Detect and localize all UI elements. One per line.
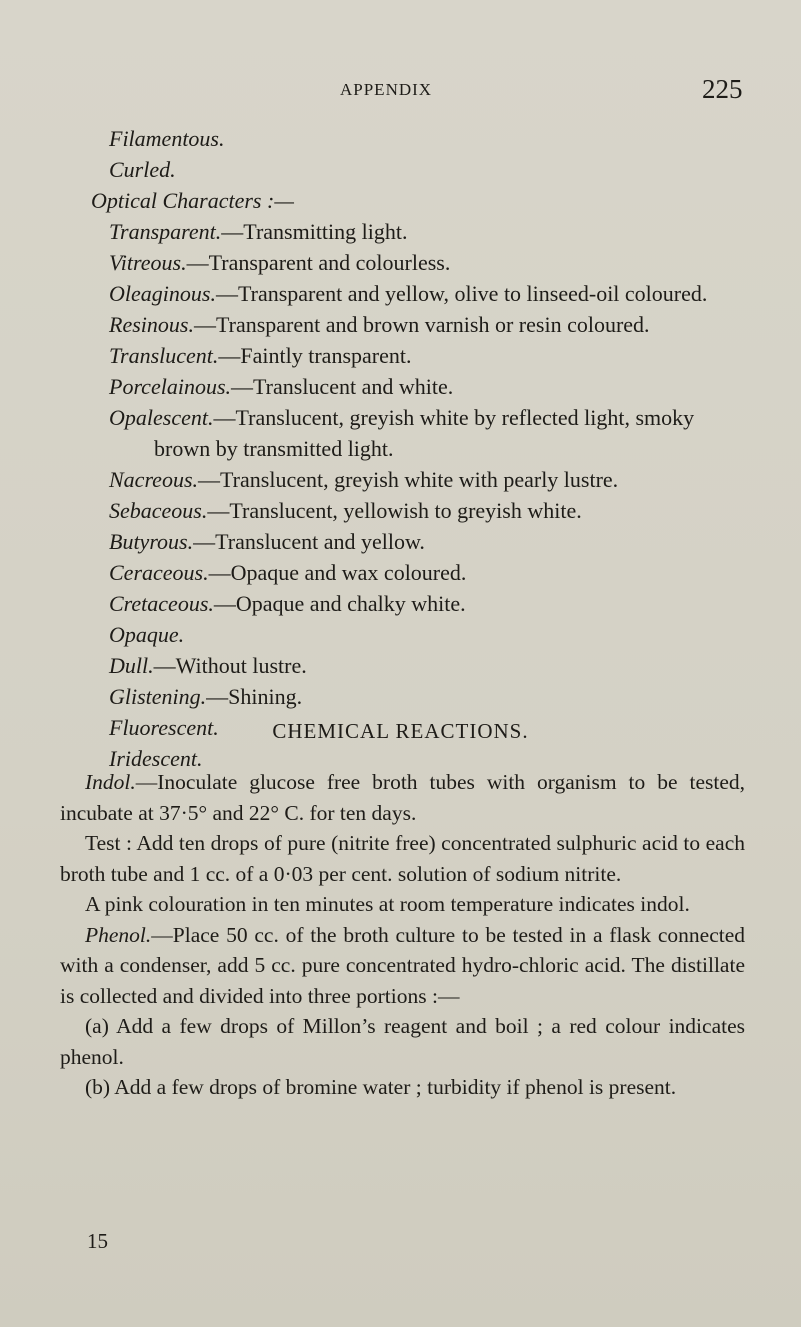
glossary-definition: —Without lustre. xyxy=(153,653,307,678)
paragraph-text: (a) Add a few drops of Millon’s reagent and boil ; a red colour indicates phenol. xyxy=(60,1014,745,1069)
glossary-definition: —Translucent, greyish white by reflected light, smoky brown by transmitted light. xyxy=(154,405,695,461)
glossary-entry xyxy=(109,309,745,340)
glossary-definition: —Translucent, greyish white with pearly lustre. xyxy=(198,467,619,492)
glossary-term: Opalescent. xyxy=(109,405,214,430)
glossary-definition: —Opaque and wax coloured. xyxy=(208,560,467,585)
paragraph-text: A pink colouration in ten minutes at room temperature indicates indol. xyxy=(85,892,690,916)
glossary-entry xyxy=(109,371,745,402)
glossary-definition: —Translucent and yellow. xyxy=(193,529,425,554)
glossary-definition: —Faintly transparent. xyxy=(218,343,412,368)
glossary-definition: —Transparent and brown varnish or resin coloured. xyxy=(193,312,650,337)
glossary-term: Iridescent. xyxy=(109,746,203,771)
glossary-entry xyxy=(109,619,745,650)
glossary-definition: —Shining. xyxy=(206,684,303,709)
running-header xyxy=(0,74,801,104)
paragraph-text: —Place 50 cc. of the broth culture to be tested in a flask connected with a condenser, add 5 cc. pure concentrated hydro-chloric acid. The distillate is collected and divided into three portions :— xyxy=(60,922,745,1008)
glossary-definition: —Transmitting light. xyxy=(221,219,408,244)
glossary-definition: —Translucent and white. xyxy=(231,374,454,399)
glossary-entry xyxy=(109,154,745,185)
glossary-term: Vitreous. xyxy=(109,250,187,275)
glossary-definition: —Transparent and yellow, olive to linseed-oil coloured. xyxy=(215,281,708,306)
glossary-term: Oleaginous. xyxy=(109,281,216,306)
body-paragraph xyxy=(60,1011,745,1072)
body-text xyxy=(60,767,745,1103)
glossary-term: Sebaceous. xyxy=(109,498,208,523)
paragraph-text: Test : Add ten drops of pure (nitrite free) concentrated sulphuric acid to each broth tube and 1 cc. of a 0·03 per cent. solution of sodium nitrite. xyxy=(60,831,745,886)
glossary-entry xyxy=(109,526,745,557)
footer-signature: 15 xyxy=(87,1229,108,1253)
glossary-list xyxy=(85,123,745,774)
glossary-term: Glistening. xyxy=(109,684,207,709)
header-title: APPENDIX xyxy=(340,80,433,99)
glossary-entry xyxy=(109,216,745,247)
glossary-entry xyxy=(109,681,745,712)
glossary-term: Optical Characters :— xyxy=(91,188,294,213)
paragraph-text: (b) Add a few drops of bromine water ; turbidity if phenol is present. xyxy=(85,1075,677,1099)
glossary-term: Butyrous. xyxy=(109,529,194,554)
glossary-term: Nacreous. xyxy=(109,467,199,492)
glossary-term: Transparent. xyxy=(109,219,222,244)
glossary-term: Opaque. xyxy=(109,622,185,647)
body-paragraph xyxy=(60,767,745,828)
glossary-term: Curled. xyxy=(109,157,176,182)
glossary-entry xyxy=(109,402,745,464)
paragraph-text: —Inoculate glucose free broth tubes with organism to be tested, incubate at 37·5° and 22° C. for ten days. xyxy=(60,770,745,825)
body-paragraph xyxy=(60,828,745,889)
glossary-term: Resinous. xyxy=(109,312,194,337)
section-heading: CHEMICAL REACTIONS. xyxy=(272,719,529,743)
glossary-definition: —Translucent, yellowish to greyish white. xyxy=(207,498,582,523)
body-paragraph xyxy=(60,889,745,920)
glossary-entry xyxy=(109,340,745,371)
glossary-entry xyxy=(109,557,745,588)
glossary-term: Dull. xyxy=(109,653,154,678)
body-paragraph xyxy=(60,1072,745,1103)
glossary-term: Cretaceous. xyxy=(109,591,214,616)
glossary-entry xyxy=(109,650,745,681)
glossary-term: Filamentous. xyxy=(109,126,225,151)
glossary-definition: —Transparent and colourless. xyxy=(186,250,451,275)
paragraph-term: Phenol. xyxy=(85,922,152,947)
glossary-entry xyxy=(109,588,745,619)
glossary-entry xyxy=(109,464,745,495)
glossary-entry xyxy=(109,278,745,309)
glossary-entry xyxy=(109,495,745,526)
glossary-term: Translucent. xyxy=(109,343,219,368)
glossary-entry xyxy=(109,123,745,154)
paragraph-term: Indol. xyxy=(85,770,136,794)
body-paragraph xyxy=(60,920,745,1012)
glossary-entry xyxy=(109,247,745,278)
glossary-definition: —Opaque and chalky white. xyxy=(213,591,466,616)
glossary-term: Ceraceous. xyxy=(109,560,209,585)
page-number: 225 xyxy=(702,74,743,104)
glossary-term: Fluorescent. xyxy=(109,715,219,740)
glossary-entry xyxy=(91,185,745,216)
glossary-term: Porcelainous. xyxy=(109,374,231,399)
